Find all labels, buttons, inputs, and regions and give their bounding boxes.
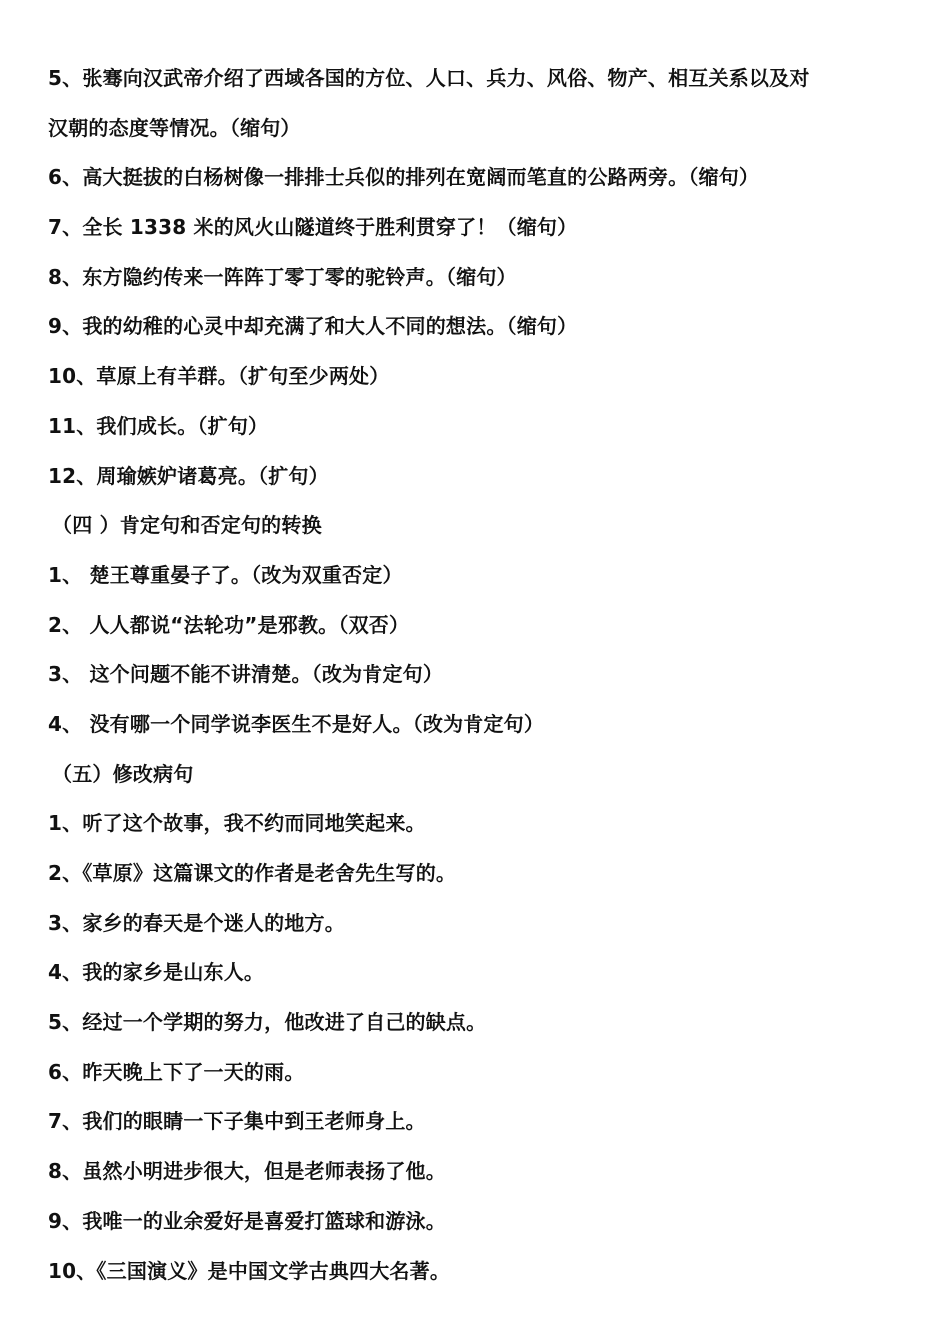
item-5-line-2: 汉朝的态度等情况。（缩句）: [48, 115, 301, 140]
item-8: 8、东方隐约传来一阵阵丁零丁零的驼铃声。（缩句）: [48, 264, 517, 289]
item-10: 10、草原上有羊群。（扩句至少两处）: [48, 364, 390, 389]
section-5-item-7: 7、我们的眼睛一下子集中到王老师身上。: [48, 1109, 426, 1134]
section-4-item-1: 1、 楚王尊重晏子了。（改为双重否定）: [48, 562, 403, 587]
section-4-item-2: 2、 人人都说“法轮功”是邪教。（双否）: [48, 612, 410, 637]
document-page: [48, 54, 918, 1296]
section-5-item-10: 10、《三国演义》是中国文学古典四大名著。: [48, 1258, 451, 1283]
item-5-line-1: 5、张骞向汉武帝介绍了西域各国的方位、人口、兵力、风俗、物产、相互关系以及对: [48, 66, 810, 90]
section-5-item-5: 5、经过一个学期的努力，他改进了自己的缺点。: [48, 1010, 487, 1035]
item-9: 9、我的幼稚的心灵中却充满了和大人不同的想法。（缩句）: [48, 314, 578, 339]
section-5-item-3: 3、家乡的春天是个迷人的地方。: [48, 910, 345, 935]
section-5-item-1: 1、听了这个故事，我不约而同地笑起来。: [48, 811, 426, 836]
section-5-item-8: 8、虽然小明进步很大，但是老师表扬了他。: [48, 1159, 446, 1184]
section-5-item-9: 9、我唯一的业余爱好是喜爱打篮球和游泳。: [48, 1208, 446, 1233]
item-11: 11、我们成长。（扩句）: [48, 413, 269, 438]
section-5-item-6: 6、昨天晚上下了一天的雨。: [48, 1059, 305, 1084]
section-5-heading: （五）修改病句: [52, 761, 194, 786]
section-5-item-2: 2、《草原》这篇课文的作者是老舍先生写的。: [48, 861, 457, 885]
section-4-item-3: 3、 这个问题不能不讲清楚。（改为肯定句）: [48, 662, 444, 687]
section-4-heading: （四 ）肯定句和否定句的转换: [52, 513, 322, 538]
item-7: 7、全长 1338 米的风火山隧道终于胜利贯穿了！（缩句）: [48, 215, 578, 240]
item-6: 6、高大挺拔的白杨树像一排排士兵似的排列在宽阔而笔直的公路两旁。（缩句）: [48, 165, 760, 190]
section-4-item-4: 4、 没有哪一个同学说李医生不是好人。（改为肯定句）: [48, 711, 545, 736]
section-5-item-4: 4、我的家乡是山东人。: [48, 960, 265, 985]
item-12: 12、周瑜嫉妒诸葛亮。（扩句）: [48, 463, 329, 488]
